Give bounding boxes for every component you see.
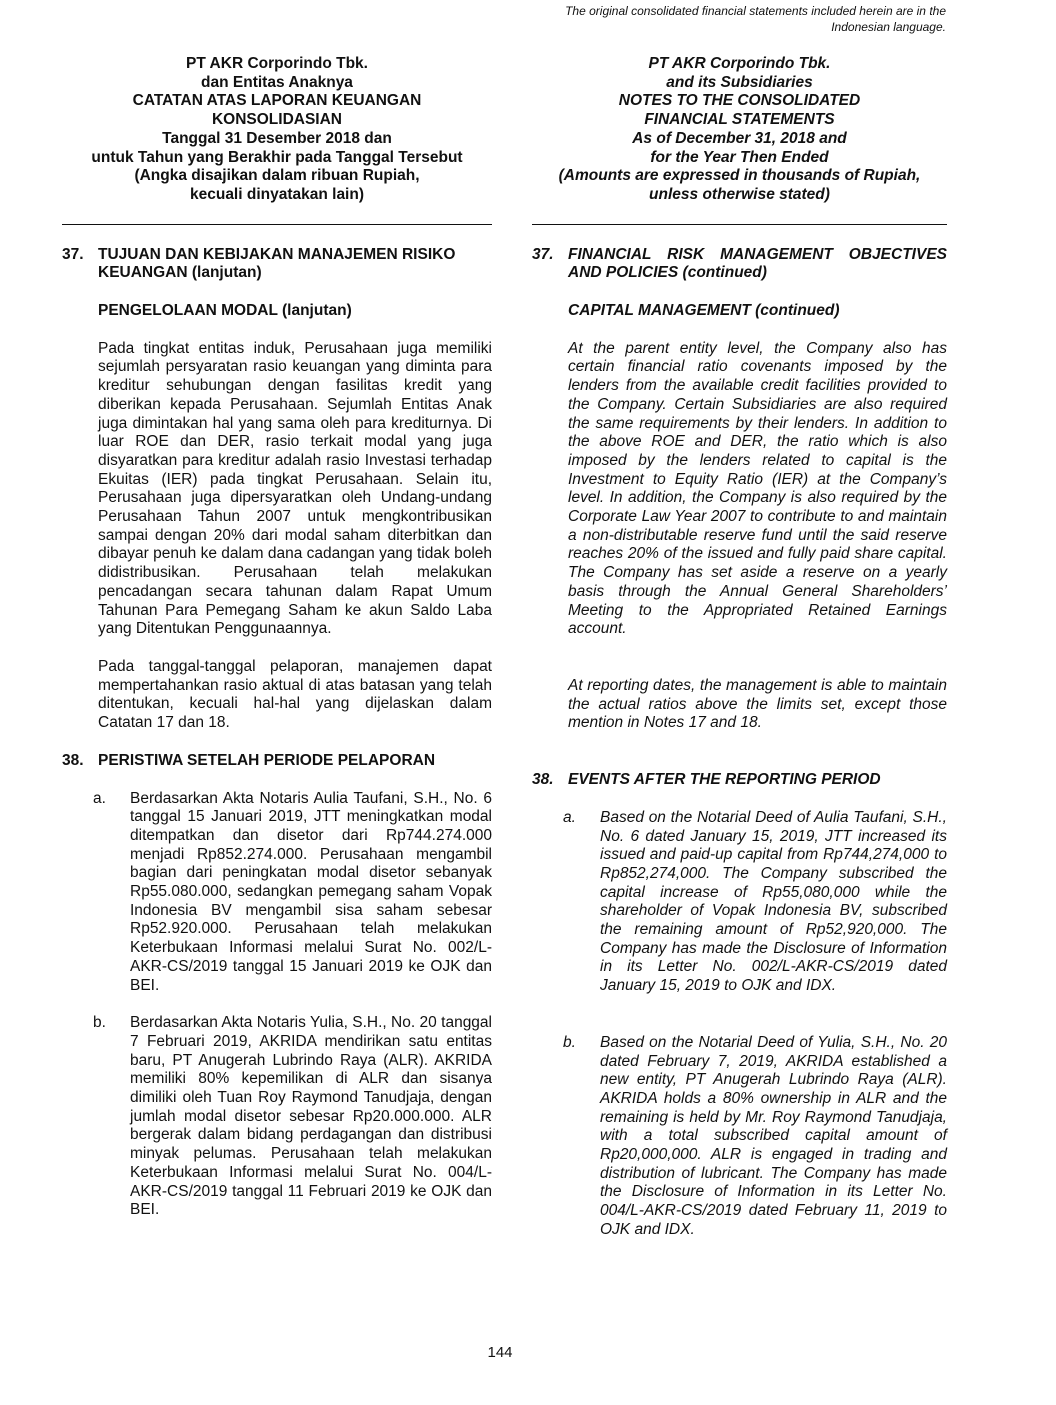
header-line: unless otherwise stated)	[649, 185, 830, 203]
list-item	[563, 809, 947, 996]
list-item-text: Based on the Notarial Deed of Yulia, S.H., No. 20 dated February 7, 2019, AKRIDA established a new entity, PT Anugerah Lubrindo Raya (ALR). AKRIDA holds a 80% ownership in ALR and the remaining is held by Mr. Roy Raymond Tanudjaja, with a total subscribed capital amount of Rp20,000,000. ALR is engaged in trading and distribution of lubricant. The Company has made the Disclosure of Information in its Letter No. 004/L-AKR-CS/2019 dated February 11, 2019 to OJK and IDX.	[600, 1033, 947, 1238]
subsection-title: PENGELOLAAN MODAL (lanjutan)	[98, 302, 352, 320]
subsection-title: CAPITAL MANAGEMENT (continued)	[568, 302, 840, 320]
section-title: EVENTS AFTER THE REPORTING PERIOD	[568, 771, 881, 789]
list-item-letter: a.	[563, 808, 576, 826]
header-line: for the Year Then Ended	[650, 148, 829, 166]
header-line: KONSOLIDASIAN	[211, 111, 343, 129]
paragraph: At reporting dates, the management is able to maintain the actual ratios above the limits set, except those mention in Notes 17 and 18.	[568, 676, 947, 732]
header-divider	[532, 224, 947, 225]
section-38-heading	[62, 752, 492, 771]
list-item-text: Berdasarkan Akta Notaris Aulia Taufani, S.H., No. 6 tanggal 15 Januari 2019, JTT meningkatkan modal ditempatkan dan disetor dari Rp744.274.000 menjadi Rp852.274.000. Perusahaan mengambil bagian dari peningkatan modal disetor sebanyak Rp55.080.000, sedangkan pemegang saham Vopak Indonesia BV mengambil sisa saham sebesar Rp52.920.000. Perusahaan telah melakukan Keterbukaan Informasi melalui Surat No. 002/L-AKR-CS/2019 tanggal 15 Januari 2019 ke OJK dan BEI.	[130, 789, 492, 994]
indonesian-column	[62, 55, 492, 1220]
header-line: NOTES TO THE CONSOLIDATED	[618, 92, 861, 110]
header-line: and its Subsidiaries	[666, 73, 813, 91]
page-header-english	[532, 55, 947, 205]
header-line: untuk Tahun yang Berakhir pada Tanggal Tersebut	[91, 148, 463, 166]
header-line: FINANCIAL STATEMENTS	[644, 111, 835, 129]
section-title: FINANCIAL RISK MANAGEMENT OBJECTIVES AND POLICIES (continued)	[568, 245, 947, 282]
section-number: 38.	[532, 771, 554, 789]
list-item-letter: b.	[93, 1014, 106, 1032]
header-line: (Amounts are expressed in thousands of Rupiah,	[558, 167, 921, 185]
paragraph: Pada tanggal-tanggal pelaporan, manajemen dapat mempertahankan rasio aktual di atas batasan yang telah ditentukan, kecuali hal-hal yang dijelaskan dalam Catatan 17 dan 18.	[98, 657, 492, 732]
header-divider	[62, 224, 492, 225]
section-title: TUJUAN DAN KEBIJAKAN MANAJEMEN RISIKO KEUANGAN (lanjutan)	[98, 245, 456, 282]
list-item-text: Based on the Notarial Deed of Aulia Taufani, S.H., No. 6 dated January 15, 2019, JTT increased its issued and paid-up capital from Rp744,274,000 to Rp852,274,000. The Company subscribed the capital increase of Rp55,080,000 while the shareholder of Vopak Indonesia BV, subscribed the remaining amount of Rp52,920,000. The Company has made the Disclosure of Information in its Letter No. 002/L-AKR-CS/2019 dated January 15, 2019 to OJK and IDX.	[600, 808, 947, 995]
list-item-text: Berdasarkan Akta Notaris Yulia, S.H., No. 20 tanggal 7 Februari 2019, AKRIDA mendirikan satu entitas baru, PT Anugerah Lubrindo Raya (ALR). AKRIDA memiliki 80% kepemilikan di ALR dan sisanya dimiliki oleh Tuan Roy Raymond Tanudjaja, dengan jumlah modal disetor sebesar Rp20.000.000. ALR bergerak dalam bidang perdagangan dan distribusi minyak pelumas. Perusahaan telah melakukan Keterbukaan Informasi melalui Surat No. 004/L-AKR-CS/2019 tanggal 11 Februari 2019 ke OJK dan BEI.	[130, 1014, 492, 1219]
paragraph: Pada tingkat entitas induk, Perusahaan juga memiliki sejumlah persyaratan rasio keuangan yang diminta para kreditur sehubungan dengan fasilitas kredit yang diberikan kepada Perusahaan. Sejumlah Entitas Anak juga dimintakan hal yang sama oleh para krediturnya. Di luar ROE dan DER, rasio terkait modal yang juga disyaratkan para kreditur adalah rasio Investasi terhadap Ekuitas (IER) pada tingkat Perusahaan. Selain itu, Perusahaan juga dipersyaratkan oleh Undang-undang Perusahaan Tahun 2007 untuk mengkontribusikan sampai dengan 20% dari modal saham diterbitkan dan dibayar penuh ke dalam dana cadangan yang tidak boleh didistribusikan. Perusahaan telah melakukan pencadangan secara tahunan dalam Rapat Umum Tahunan Para Pemegang Saham ke akun Saldo Laba yang Ditentukan Penggunaannya.	[98, 339, 492, 638]
section-number: 37.	[62, 245, 84, 263]
language-note: The original consolidated financial statements included herein are in the Indonesian language.	[565, 4, 946, 34]
page-header-indonesian	[62, 55, 492, 205]
header-line: (Angka disajikan dalam ribuan Rupiah,	[134, 167, 420, 185]
company-name: PT AKR Corporindo Tbk.	[648, 55, 831, 72]
header-line: As of December 31, 2018 and	[632, 129, 847, 147]
list-item	[563, 1034, 947, 1240]
list-item	[93, 790, 492, 996]
page-number: 144	[487, 1344, 513, 1361]
section-37-heading	[62, 246, 492, 283]
header-line: dan Entitas Anaknya	[201, 73, 353, 91]
list-item-letter: b.	[563, 1033, 576, 1051]
english-column	[532, 55, 947, 1240]
list-item-letter: a.	[93, 789, 106, 807]
section-number: 37.	[532, 245, 554, 263]
section-title: PERISTIWA SETELAH PERIODE PELAPORAN	[98, 751, 436, 769]
company-name: PT AKR Corporindo Tbk.	[186, 55, 368, 72]
paragraph: At the parent entity level, the Company also has certain financial ratio covenants imposed by the lenders from the available credit facilities provided to the Company. Certain Subsidiaries are also required the same requirements by their lenders. In addition to the above ROE and DER, the ratio which is also imposed by the lenders related to capital is the Investment to Equity Ratio (IER) at the Company’s level. In addition, the Company is also required by the Corporate Law Year 2007 to contribute to and maintain a non-distributable reserve fund until the said reserve reaches 20% of the issued and fully paid share capital. The Company has set aside a reserve on a yearly basis through the Annual General Shareholders’ Meeting to the Appropriated Retained Earnings account.	[568, 339, 947, 638]
section-number: 38.	[62, 751, 84, 769]
header-line: kecuali dinyatakan lain)	[189, 185, 364, 203]
list-item	[93, 1014, 492, 1220]
section-37-heading	[532, 246, 947, 283]
header-line: Tanggal 31 Desember 2018 dan	[162, 129, 392, 147]
section-38-heading	[532, 771, 947, 790]
header-line: CATATAN ATAS LAPORAN KEUANGAN	[132, 92, 422, 110]
